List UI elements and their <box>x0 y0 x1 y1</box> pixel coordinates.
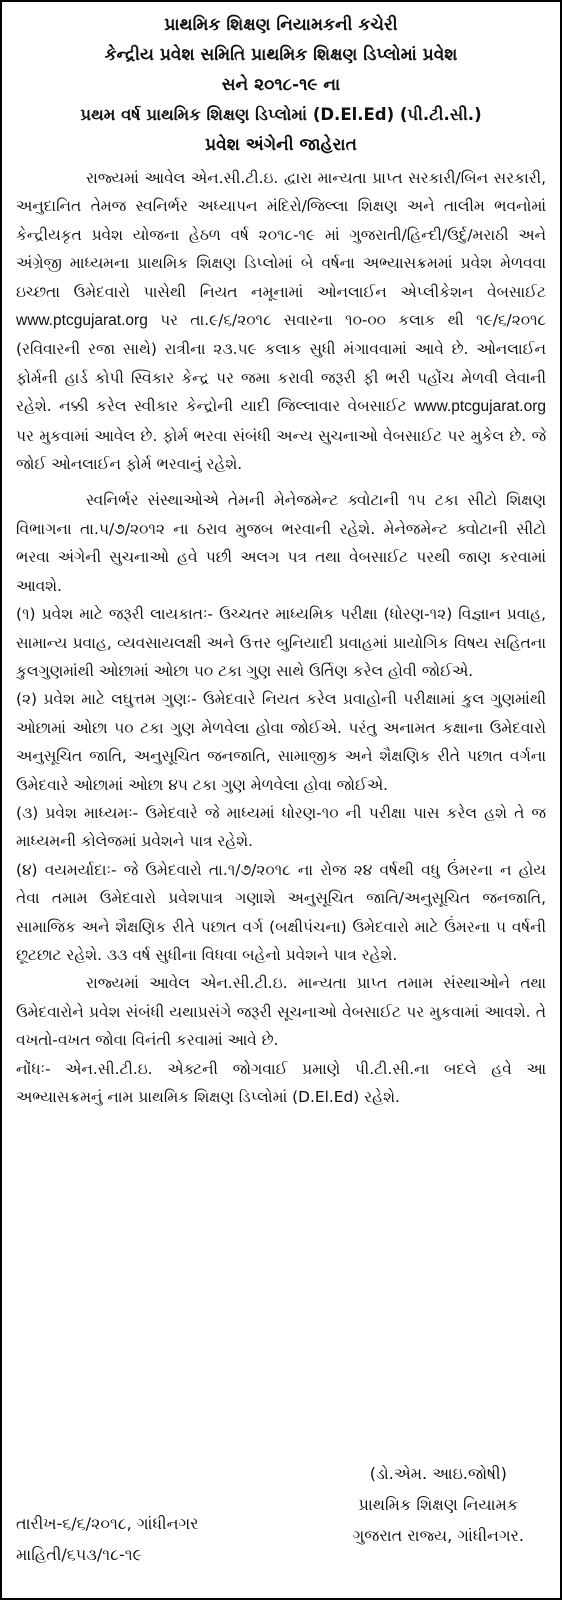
paragraph-management-quota: સ્વનિર્ભર સંસ્થાઓએ તેમની મેનેજમેન્ટ ક્વોટાની ૧૫ ટકા સીટો શિક્ષણ વિભાગના તા.૫/૭/૨૦૧૨ ના ઠરાવ મુજબ ભરવાની રહેશે. મેનેજમેન્ટ ક્વોટાની સીટો ભરવા અંગેની સુચનાઓ હવે પછી અલગ પત્ર તથા વેબસાઈટ પરથી જાણ કરવામાં આવશે. <box>16 491 546 595</box>
paragraph-text: પર તા.૯/૬/૨૦૧૮ સવારના ૧૦-૦૦ કલાક થી ૧૯/૬/૨૦૧૮ (રવિવારની રજા સાથે) રાત્રીના ૨૩.૫૯ કલાક સુધી મંગાવવામાં આવે છે. ઓનલાઈન ફોર્મની હાર્ડ કોપી સ્વિકાર કેન્દ્ર પર જમા કરાવી જરૂરી ફી ભરી પહોંચ મેળવી લેવાની રહેશે. નક્કી કરેલ સ્વીકાર કેન્દ્રોની યાદી જિલ્લાવાર વેબસાઈટ <box>16 311 546 416</box>
paragraph-qualification: (૧) પ્રવેશ માટે જરૂરી લાયકાતઃ- ઉચ્ચતર માધ્યમિક પરીક્ષા (ધોરણ-૧૨) વિજ્ઞાન પ્રવાહ, સામાન્ય પ્રવાહ, વ્યવસાયલક્ષી અને ઉત્તર બુનિયાદી પ્રવાહમાં પ્રાયોગિક વિષય સહિતના કુલગુણમાંથી ઓછામાં ઓછા ૫૦ ટકા ગુણ સાથે ઉર્તિણ કરેલ હોવી જોઈએ. <box>16 605 546 680</box>
notice-body <box>16 164 546 1111</box>
signatory-name: (ડો.એમ. આઇ.જોષી) <box>369 1464 507 1483</box>
website-link[interactable]: www.ptcgujarat.org <box>16 312 148 330</box>
website-link[interactable]: www.ptcgujarat.org <box>414 398 546 416</box>
paragraph-instructions: રાજ્યમાં આવેલ એન.સી.ટી.ઇ. માન્યતા પ્રાપ્ત તમામ સંસ્થાઓને તથા ઉમેદવારોને પ્રવેશ સંબંધી યથાપ્રસંગે જરૂરી સૂચનાઓ વેબસાઈટ પર મુકવામાં આવશે. તે વખતો-વખત જોવા વિનંતી કરવામાં આવે છે. <box>16 974 547 1050</box>
paragraph-text: રાજ્યમાં આવેલ એન.સી.ટી.ઇ. દ્વારા માન્યતા પ્રાપ્ત સરકારી/બિન સરકારી, અનુદાનિત તેમજ સ્વનિર્ભર અધ્યાપન મંદિરો/જિલ્લા શિક્ષણ અને તાલીમ ભવનોમાં કેન્દ્રીયકૃત પ્રવેશ યોજના હેઠળ વર્ષ ૨૦૧૮-૧૯ માં ગુજરાતી/હિન્દી/ઉર્દુ/મરાઠી અને અંગ્રેજી માધ્યમના પ્રાથમિક શિક્ષણ ડિપ્લોમાં બે વર્ષના અભ્યાસક્રમમાં પ્રવેશ મેળવવા ઇચ્છતા ઉમેદવારો પાસેથી નિયત નમૂનામાં ઓનલાઈન એપ્લીકેશન વેબસાઈટ <box>16 169 546 301</box>
paragraph-age-limit: (૪) વયમર્યાદાઃ- જે ઉમેદવારો તા.૧/૭/૨૦૧૮ ના રોજ ૨૪ વર્ષથી વધુ ઉંમરના ન હોય તેવા તમામ ઉમેદવારો પ્રવેશપાત્ર ગણાશે અનુસૂચિત જાતિ/અનુસૂચિત જનજાતિ, સામાજિક અને શૈક્ષણિક રીતે પછાત વર્ગ (બક્ષીપંચના) ઉમેદવારો માટે ઉંમરના ૫ વર્ષની છૂટછાટ રહેશે. ૩૩ વર્ષ સુધીના વિધવા બહેનો પ્રવેશને પાત્ર રહેશે. <box>16 860 546 964</box>
paragraph-online-application <box>16 164 546 478</box>
signatory-office: ગુજરાત રાજ્ય, ગાંધીનગર. <box>352 1526 524 1545</box>
paragraph-medium: (૩) પ્રવેશ માધ્યમઃ- ઉમેદવારે જે માધ્યમાં ધોરણ-૧૦ ની પરીક્ષા પાસ કરેલ હશે તે જ માધ્યમની કોલેજમાં પ્રવેશને પાત્ર રહેશે. <box>16 803 546 851</box>
committee-title: કેન્દ્રીય પ્રવેશ સમિતિ પ્રાથમિક શિક્ષણ ડિપ્લોમાં પ્રવેશ <box>104 45 458 65</box>
paragraph-text: પર મુકવામાં આવેલ છે. ફોર્મ ભરવા સંબંધી અન્ય સુચનાઓ વેબસાઈટ પર મુકેલ છે. જે જોઈ ઓનલાઈન ફોર્મ ભરવાનું રહેશે. <box>16 426 546 474</box>
paragraph-minimum-marks: (૨) પ્રવેશ માટે લઘુત્તમ ગુણઃ- ઉમેદવારે નિયત કરેલ પ્રવાહોની પરીક્ષામાં કુલ ગુણમાંથી ઓછામાં ઓછા ૫૦ ટકા ગુણ મેળવેલા હોવા જોઈએ. પરંતુ અનામત કક્ષાના ઉમેદવારો અનુસૂચિત જાતિ, અનુસૂચિત જનજાતિ, સામાજીક અને શૈક્ષણિક રીતે પછાત વર્ગના ઉમેદવારે ઓછામાં ઓછા ૪૫ ટકા ગુણ મેળવેલા હોવા જોઈએ. <box>16 690 546 794</box>
office-title: પ્રાથમિક શિક્ષણ નિયામકની કચેરી <box>164 15 398 35</box>
signatory-designation: પ્રાથમિક શિક્ષણ નિયામક <box>358 1495 519 1514</box>
course-title: પ્રથમ વર્ષ પ્રાથમિક શિક્ષણ ડિપ્લોમાં (D.El.Ed) (પી.ટી.સી.) <box>80 105 482 124</box>
issue-details <box>16 1508 199 1570</box>
issue-date: તારીખ-૬/૬/૨૦૧૮, ગાંધીનગર <box>16 1514 199 1533</box>
reference-number: માહિતી/૬૫૩/૧૮-૧૯ <box>16 1545 143 1564</box>
year-title: સને ૨૦૧૮-૧૯ ના <box>221 75 341 95</box>
paragraph-note: નોંધઃ- એન.સી.ટી.ઇ. એક્ટની જોગવાઈ પ્રમાણે પી.ટી.સી.ના બદલે હવે આ અભ્યાસક્રમનું નામ પ્રાથમિક શિક્ષણ ડિપ્લોમાં (D.El.Ed) રહેશે. <box>16 1059 546 1106</box>
notice-footer <box>16 1458 546 1598</box>
signature-block <box>353 1458 524 1551</box>
notice-title: પ્રવેશ અંગેની જાહેરાત <box>205 135 357 155</box>
